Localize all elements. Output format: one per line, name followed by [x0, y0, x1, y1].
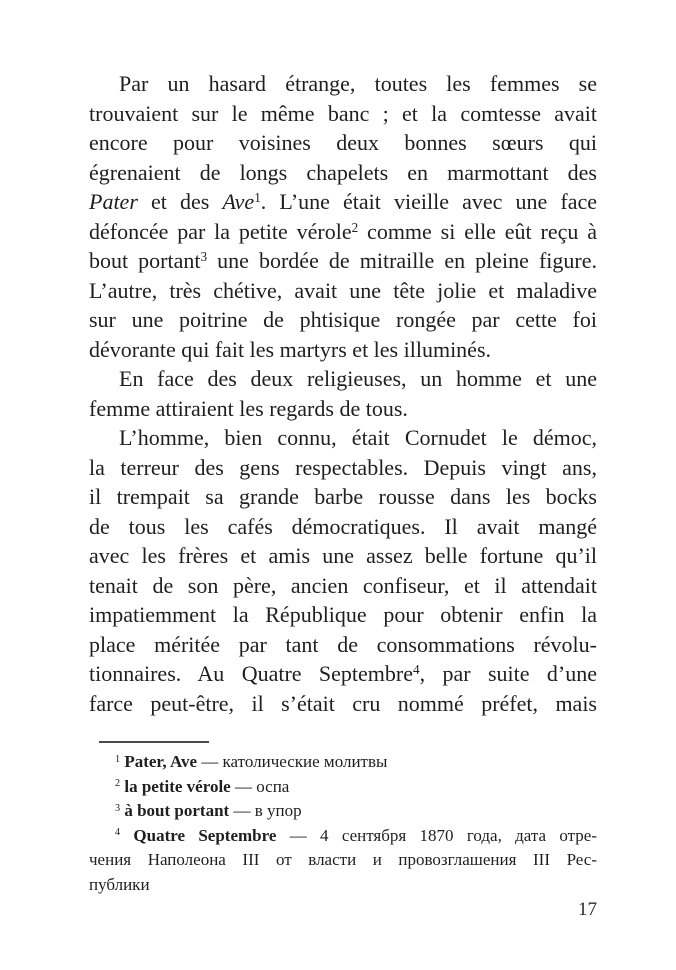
text-run: égrenaient de longs chapelets en marmottant des: [89, 159, 597, 185]
text-line: [89, 512, 597, 542]
text-run: farce peut-être, il s’était cru nommé préfet, mais: [89, 690, 597, 716]
text-run: dévorante qui fait les martyrs et les illuminés.: [89, 336, 492, 362]
text-run: la terreur des gens respectables. Depuis vingt ans,: [89, 454, 597, 480]
text-line: [89, 600, 597, 630]
text-run: публики: [89, 874, 150, 894]
text-line: [89, 187, 597, 217]
text-line: [89, 453, 597, 483]
text-run: — католические молитвы: [197, 752, 388, 771]
text-run: — в упор: [229, 801, 302, 820]
text-run: Quatre Septembre: [133, 825, 277, 845]
footnote-marker: 4: [413, 662, 420, 678]
text-run: trouvaient sur le même banc ; et la comtesse avait: [89, 100, 597, 126]
text-run: tenait de son père, ancien confiseur, et il attendait: [89, 572, 597, 598]
text-line: [89, 99, 597, 129]
text-line: [89, 775, 597, 800]
footnote-marker: 2: [115, 778, 121, 790]
text-run: En face des deux religieuses, un homme et une: [119, 366, 597, 391]
text-run: Par un hasard étrange, toutes les femmes se: [119, 71, 597, 96]
text-line: [89, 799, 597, 824]
text-run: . L’une était vieille avec une face: [260, 189, 597, 214]
text-run: place méritée par tant de consommations révolu-: [89, 631, 597, 657]
text-run: comme si elle eût reçu à: [358, 218, 598, 244]
text-run: Pater, Ave: [124, 752, 198, 771]
text-run: L’autre, très chétive, avait une tête jolie et maladive: [89, 277, 597, 303]
text-run: à bout portant: [124, 801, 230, 820]
body-text: [89, 69, 597, 718]
footnote-separator: [99, 741, 209, 743]
footnote-marker: 3: [115, 802, 121, 814]
text-line: [89, 217, 597, 247]
text-run: bout portant: [89, 248, 201, 273]
text-line: [89, 246, 597, 276]
text-run: et des: [137, 189, 223, 214]
text-line: [89, 364, 597, 394]
text-line: [89, 482, 597, 512]
text-line: [89, 659, 597, 689]
text-run: tionnaires. Au Quatre Septembre: [89, 661, 414, 686]
text-line: [89, 394, 597, 424]
text-run: L’homme, bien connu, était Cornudet le démoc,: [119, 425, 597, 450]
footnotes: [89, 750, 597, 897]
footnote-marker: 2: [351, 219, 359, 235]
text-run: de tous les cafés démocratiques. Il avait mangé: [89, 513, 597, 539]
text-line: [89, 571, 597, 601]
text-line: [89, 335, 597, 365]
page-number: 17: [578, 899, 597, 920]
text-run: impatiemment la République pour obtenir enfin la: [89, 602, 597, 627]
text-run: , par suite d’une: [419, 661, 597, 686]
text-run: avec les frères et amis une assez belle fortune qu’il: [89, 543, 597, 568]
footnote-marker: 1: [115, 753, 121, 765]
text-line: [89, 128, 597, 158]
text-line: [89, 824, 597, 849]
text-line: [89, 276, 597, 306]
text-line: [89, 69, 597, 99]
footnote-marker: 3: [200, 249, 208, 265]
text-run: — оспа: [230, 776, 290, 796]
text-run: sur une poitrine de phtisique rongée par cette foi: [89, 307, 597, 332]
text-line: [89, 873, 597, 898]
text-line: [89, 158, 597, 188]
text-run: défoncée par la petite vérole: [89, 218, 352, 244]
text-line: [89, 630, 597, 660]
text-run: Pater: [89, 189, 138, 214]
text-run: une bordée de mitraille en pleine figure.: [207, 248, 597, 273]
text-line: [89, 689, 597, 719]
text-run: Ave: [222, 189, 255, 214]
text-line: [89, 750, 597, 775]
text-run: la petite vérole: [124, 776, 231, 796]
text-line: [89, 541, 597, 571]
text-line: [89, 305, 597, 335]
text-line: [89, 423, 597, 453]
footnote-marker: 4: [115, 827, 121, 839]
text-run: — 4 сентября 1870 года, дата отре-: [276, 825, 598, 845]
text-run: encore pour voisines deux bonnes sœurs qui: [89, 130, 597, 155]
footnote-marker: 1: [254, 190, 261, 206]
text-line: [89, 848, 597, 873]
text-run: femme attiraient les regards de tous.: [89, 395, 408, 421]
text-run: чения Наполеона III от власти и провозглашения III Рес-: [89, 850, 597, 869]
text-run: [120, 826, 133, 845]
text-run: il trempait sa grande barbe rousse dans les bocks: [89, 484, 597, 509]
